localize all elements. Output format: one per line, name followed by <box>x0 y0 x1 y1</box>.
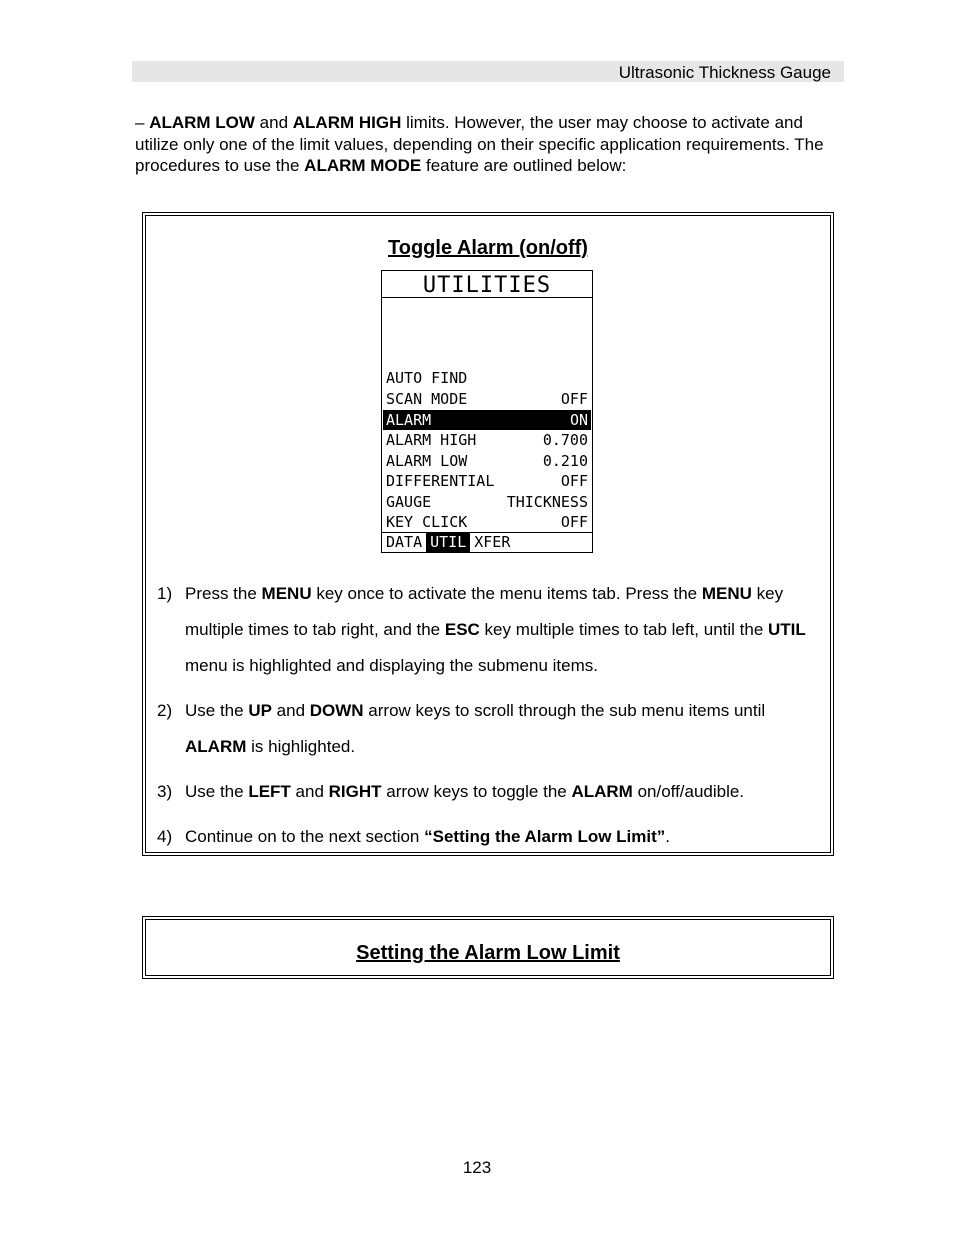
step-text-part: on/off/audible. <box>632 782 745 801</box>
step-text-part: key multiple times to tab left, until the <box>479 620 769 639</box>
step-text <box>185 693 827 765</box>
lcd-row-value: 0.210 <box>542 452 588 470</box>
step-keyword: DOWN <box>309 701 364 720</box>
step-text-part: key multiple times to tab right, and the <box>185 584 784 639</box>
step-text-part: arrow keys to toggle the <box>381 782 572 801</box>
lcd-screen <box>381 270 593 553</box>
box-title: Toggle Alarm (on/off) <box>388 237 588 259</box>
step-text-part: arrow keys to scroll through the sub menu items until <box>363 701 766 720</box>
lcd-row-label: DIFFERENTIAL <box>386 472 495 490</box>
step-keyword: LEFT <box>248 782 291 801</box>
step-number: 2) <box>157 701 173 720</box>
page-number: 123 <box>462 1158 492 1177</box>
header-title: Ultrasonic Thickness Gauge <box>618 63 831 82</box>
step-number: 3) <box>157 782 173 801</box>
page-header <box>132 61 844 82</box>
intro-text: feature are outlined below: <box>421 156 627 175</box>
step-item <box>157 819 827 855</box>
step-keyword: ESC <box>444 620 480 639</box>
intro-paragraph <box>135 112 847 177</box>
lcd-row-value: OFF <box>560 472 588 490</box>
lcd-row-label: AUTO FIND <box>386 369 468 387</box>
lcd-row-label: ALARM LOW <box>386 452 468 470</box>
intro-text: limits. However, the user may choose to activate and utilize only one of the limit values, depending on their specific application requirements. The procedures to use the <box>135 113 824 175</box>
step-keyword: RIGHT <box>328 782 382 801</box>
lcd-tab-xfer: XFER <box>474 533 511 551</box>
step-text-part: is highlighted. <box>246 737 356 756</box>
step-text-part: Use the <box>185 701 249 720</box>
lcd-row-auto-find <box>383 368 591 388</box>
step-text-part: and <box>290 782 329 801</box>
lcd-row-value: OFF <box>560 390 588 408</box>
step-keyword: MENU <box>261 584 312 603</box>
toggle-alarm-box <box>142 212 834 856</box>
step-keyword: ALARM <box>571 782 633 801</box>
lcd-row-alarm-selected <box>383 410 591 430</box>
lcd-tab-util: UTIL <box>426 533 470 552</box>
step-item <box>157 693 827 765</box>
step-text <box>185 774 827 810</box>
step-text-part: key once to activate the menu items tab. Press the <box>311 584 702 603</box>
step-text-part: Press the <box>185 584 262 603</box>
lcd-row-scan-mode <box>383 389 591 409</box>
step-number: 1) <box>157 584 173 603</box>
lcd-row-differential <box>383 471 591 491</box>
step-text-part: Continue on to the next section <box>185 827 425 846</box>
lcd-row-label: KEY CLICK <box>386 513 468 531</box>
step-text-part: and <box>271 701 310 720</box>
lcd-tab-bar <box>382 532 592 552</box>
lcd-row-gauge <box>383 492 591 512</box>
intro-bold: ALARM LOW <box>149 113 255 132</box>
lcd-row-value: 0.700 <box>542 431 588 449</box>
lcd-row-alarm-low <box>383 451 591 471</box>
step-keyword: UP <box>248 701 272 720</box>
steps-list <box>157 576 827 864</box>
lcd-row-value: THICKNESS <box>506 493 588 511</box>
intro-text: – <box>135 113 150 132</box>
step-text <box>185 576 827 684</box>
step-item <box>157 576 827 684</box>
step-keyword: UTIL <box>768 620 806 639</box>
step-number: 4) <box>157 827 173 846</box>
lcd-row-value: OFF <box>560 513 588 531</box>
lcd-row-value: ON <box>569 411 588 429</box>
intro-bold: ALARM MODE <box>304 156 422 175</box>
intro-bold: ALARM HIGH <box>292 113 402 132</box>
box-title: Setting the Alarm Low Limit <box>356 942 620 964</box>
lcd-row-label: ALARM <box>386 411 432 429</box>
step-keyword: MENU <box>701 584 752 603</box>
step-text-part: menu is highlighted and displaying the submenu items. <box>185 656 598 675</box>
lcd-title: UTILITIES <box>382 271 592 298</box>
lcd-row-key-click <box>383 512 591 532</box>
step-text <box>185 819 827 855</box>
alarm-low-limit-box <box>142 916 834 979</box>
step-text-part: . <box>665 827 670 846</box>
intro-text: and <box>254 113 293 132</box>
lcd-row-label: GAUGE <box>386 493 432 511</box>
step-item <box>157 774 827 810</box>
lcd-row-label: ALARM HIGH <box>386 431 477 449</box>
lcd-row-alarm-high <box>383 430 591 450</box>
step-keyword: “Setting the Alarm Low Limit” <box>424 827 666 846</box>
lcd-row-label: SCAN MODE <box>386 390 468 408</box>
lcd-tab-data: DATA <box>386 533 423 551</box>
step-text-part: Use the <box>185 782 249 801</box>
step-keyword: ALARM <box>185 737 247 756</box>
